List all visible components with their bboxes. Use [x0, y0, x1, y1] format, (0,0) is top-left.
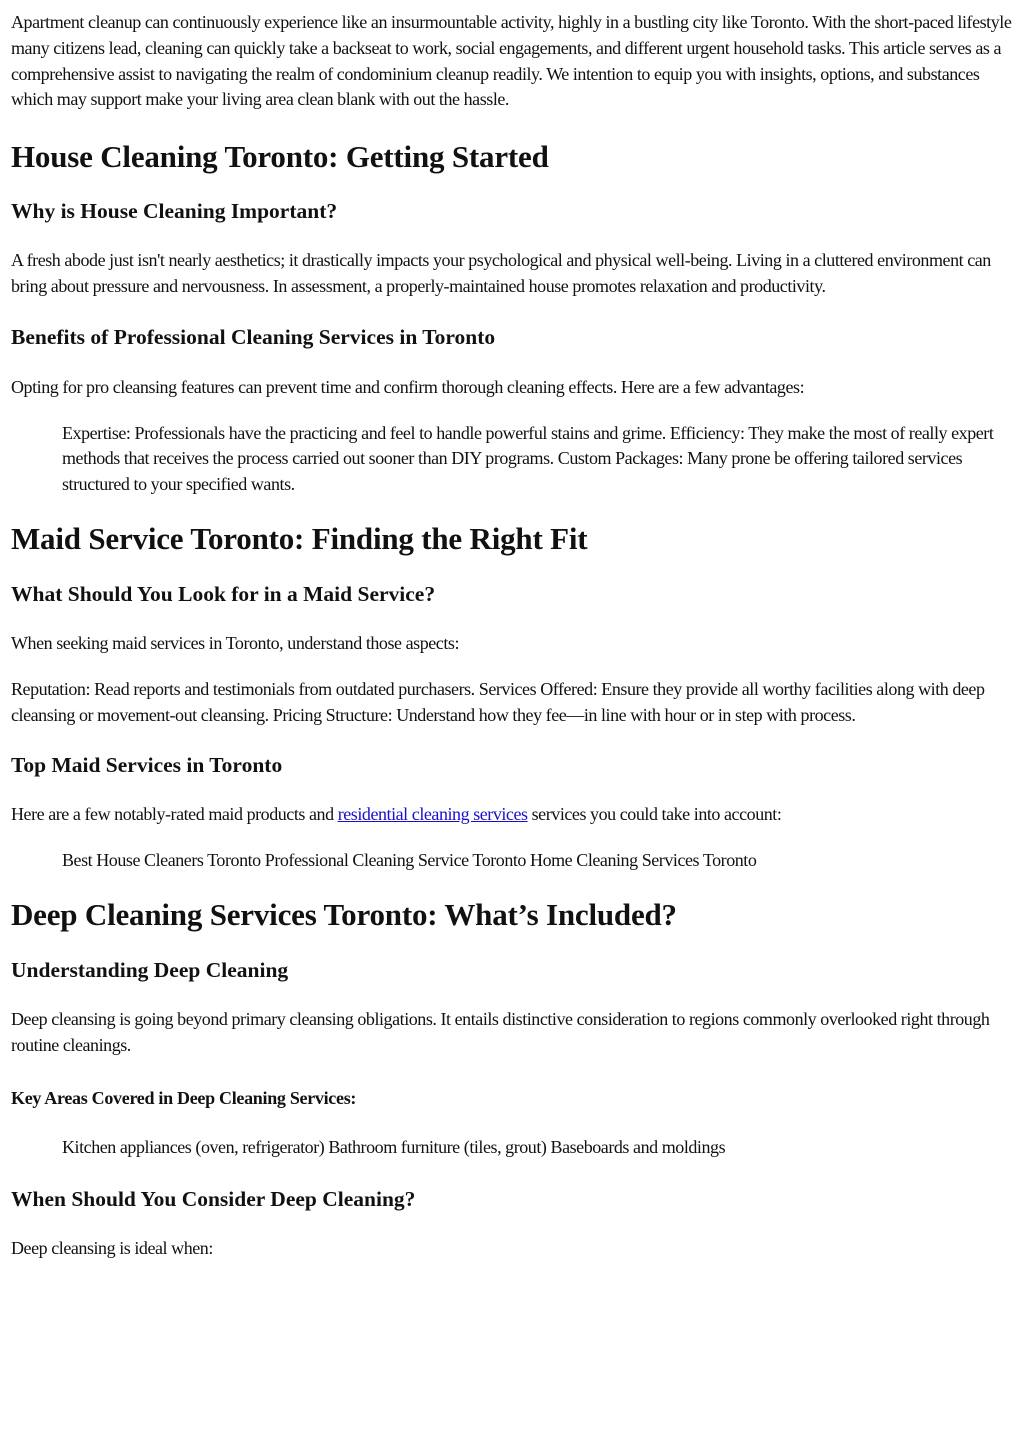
- subheading-top-maid: Top Maid Services in Toronto: [11, 753, 283, 778]
- subheading-what-look-for: What Should You Look for in a Maid Service?: [11, 581, 436, 606]
- top-maid-text-after: services you could take into account:: [527, 804, 782, 825]
- subheading-understanding-deep: Understanding Deep Cleaning: [11, 957, 289, 982]
- subheading-when-consider: When Should You Consider Deep Cleaning?: [11, 1187, 416, 1212]
- intro-paragraph: Apartment cleanup can continuously experience like an insurmountable activity, highly in a bustling city like Toronto. With the short-paced lifestyle many citizens lead, cleaning can quickly take a backseat to work, social engagements, and different urgent household tasks. This article serves as a comprehensive assist to navigating the realm of condominium cleanup readily. We intention to equip you with insights, options, and substances which may support make your living area clean blank with out the hassle.: [11, 12, 1012, 110]
- subheading-key-areas: Key Areas Covered in Deep Cleaning Services:: [11, 1087, 357, 1108]
- paragraph-why-important: A fresh abode just isn't nearly aesthetics; it drastically impacts your psychological and physical well-being. Living in a cluttered environment can bring about pressure and nervousness. In assessment, a properly-maintained house promotes relaxation and productivity.: [11, 250, 991, 296]
- paragraph-top-maid: [11, 802, 1014, 828]
- paragraph-understanding-deep: Deep cleansing is going beyond primary cleansing obligations. It entails distinctive consideration to regions commonly overlooked right through routine cleanings.: [11, 1008, 990, 1055]
- paragraph-when-consider: Deep cleansing is ideal when:: [11, 1238, 213, 1259]
- heading-house-cleaning: House Cleaning Toronto: Getting Started: [11, 139, 549, 175]
- paragraph-benefits: Opting for pro cleansing features can prevent time and confirm thorough cleaning effects. Here are a few advantages:: [11, 376, 805, 397]
- residential-cleaning-link[interactable]: residential cleaning services: [337, 804, 528, 825]
- top-maid-text-before: Here are a few notably-rated maid products and: [11, 804, 338, 825]
- list-top-maid: Best House Cleaners Toronto Professional Cleaning Service Toronto Home Cleaning Services Toronto: [62, 850, 757, 871]
- heading-maid-service: Maid Service Toronto: Finding the Right Fit: [11, 520, 588, 556]
- subheading-why-important: Why is House Cleaning Important?: [11, 199, 338, 224]
- paragraph-aspects: Reputation: Read reports and testimonials from outdated purchasers. Services Offered: Ensure they provide all worthy facilities along with deep cleansing or movement-out cleansing. Pricing Structure: Understand how they fee—in line with hour or in step with process.: [11, 678, 985, 725]
- paragraph-what-look-for: When seeking maid services in Toronto, understand those aspects:: [11, 632, 459, 653]
- heading-deep-cleaning: Deep Cleaning Services Toronto: What’s Included?: [11, 896, 677, 932]
- list-benefits: Expertise: Professionals have the practicing and feel to handle powerful stains and grime. Efficiency: They make the most of really expert methods that receives the process carried out sooner than DIY programs. Custom Packages: Many prone be offering tailored services structured to your specified wants.: [62, 422, 994, 495]
- subheading-benefits: Benefits of Professional Cleaning Services in Toronto: [11, 324, 496, 349]
- list-key-areas: Kitchen appliances (oven, refrigerator) Bathroom furniture (tiles, grout) Baseboards and moldings: [62, 1136, 726, 1157]
